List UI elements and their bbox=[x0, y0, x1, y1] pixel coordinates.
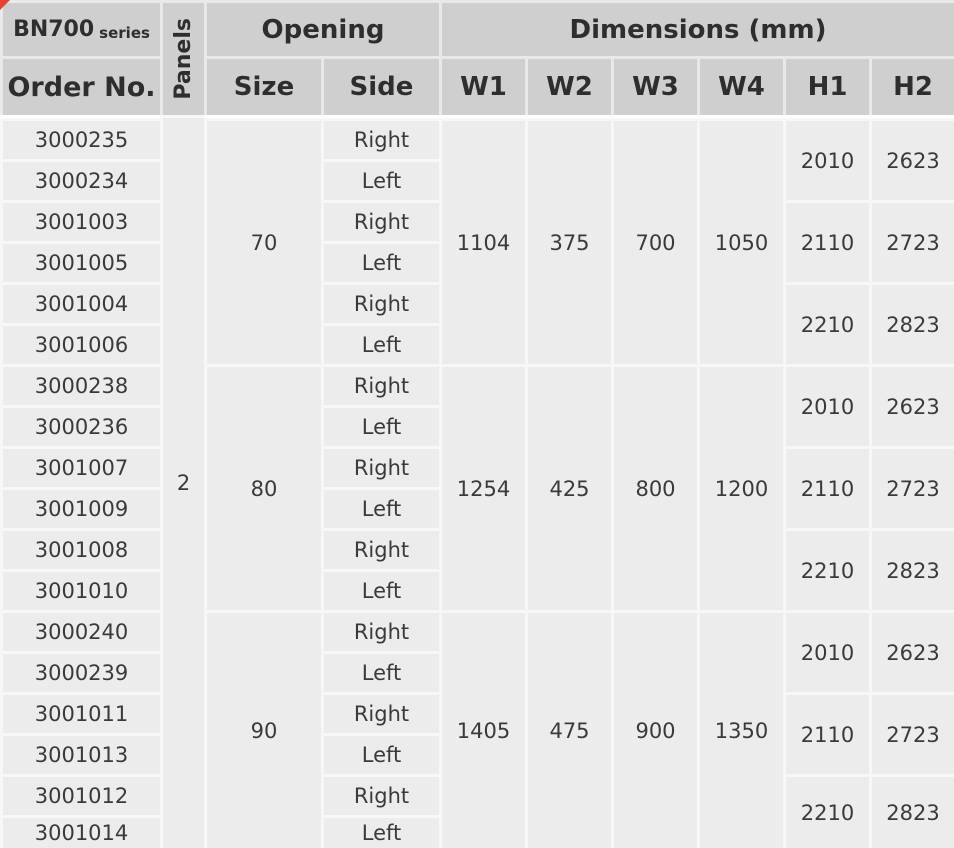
size-cell: 80 bbox=[204, 364, 321, 610]
w4-cell: 1050 bbox=[697, 118, 783, 364]
side-cell: Left bbox=[321, 733, 439, 774]
side-cell: Left bbox=[321, 651, 439, 692]
order-number-cell: 3001004 bbox=[0, 282, 160, 323]
order-number-cell: 3001003 bbox=[0, 200, 160, 241]
h1-cell: 2110 bbox=[783, 200, 869, 282]
order-number-cell: 3000238 bbox=[0, 364, 160, 405]
order-number-cell: 3000240 bbox=[0, 610, 160, 651]
w3-header: W3 bbox=[611, 56, 697, 115]
side-cell: Right bbox=[321, 774, 439, 815]
side-cell: Left bbox=[321, 405, 439, 446]
side-cell: Right bbox=[321, 446, 439, 487]
corner-accent-mark bbox=[0, 0, 10, 10]
order-number-cell: 3000234 bbox=[0, 159, 160, 200]
h1-cell: 2010 bbox=[783, 610, 869, 692]
opening-header: Opening bbox=[204, 0, 439, 56]
series-suffix: series bbox=[99, 23, 150, 42]
order-number-cell: 3001007 bbox=[0, 446, 160, 487]
dimensions-header: Dimensions (mm) bbox=[439, 0, 954, 56]
side-cell: Left bbox=[321, 569, 439, 610]
side-cell: Right bbox=[321, 610, 439, 651]
order-number-cell: 3001009 bbox=[0, 487, 160, 528]
order-number-cell: 3000236 bbox=[0, 405, 160, 446]
h2-cell: 2823 bbox=[869, 528, 954, 610]
w2-cell: 475 bbox=[525, 610, 611, 848]
h2-cell: 2723 bbox=[869, 692, 954, 774]
h1-cell: 2210 bbox=[783, 774, 869, 848]
h2-header: H2 bbox=[869, 56, 954, 115]
h1-cell: 2210 bbox=[783, 528, 869, 610]
side-cell: Right bbox=[321, 692, 439, 733]
h1-cell: 2210 bbox=[783, 282, 869, 364]
side-cell: Left bbox=[321, 159, 439, 200]
w4-cell: 1200 bbox=[697, 364, 783, 610]
size-cell: 70 bbox=[204, 118, 321, 364]
h2-cell: 2823 bbox=[869, 774, 954, 848]
w3-cell: 700 bbox=[611, 118, 697, 364]
panels-value-cell: 2 bbox=[160, 115, 204, 848]
w4-cell: 1350 bbox=[697, 610, 783, 848]
w1-header: W1 bbox=[439, 56, 525, 115]
size-cell: 90 bbox=[204, 610, 321, 848]
h2-cell: 2723 bbox=[869, 446, 954, 528]
order-number-cell: 3001014 bbox=[0, 815, 160, 848]
side-cell: Right bbox=[321, 118, 439, 159]
side-cell: Left bbox=[321, 487, 439, 528]
order-number-cell: 3001008 bbox=[0, 528, 160, 569]
side-header: Side bbox=[321, 56, 439, 115]
h1-cell: 2110 bbox=[783, 446, 869, 528]
side-cell: Right bbox=[321, 528, 439, 569]
w2-cell: 375 bbox=[525, 118, 611, 364]
series-name: BN700 bbox=[13, 17, 95, 42]
side-cell: Right bbox=[321, 200, 439, 241]
order-number-cell: 3000239 bbox=[0, 651, 160, 692]
w2-cell: 425 bbox=[525, 364, 611, 610]
series-label-cell bbox=[0, 0, 160, 56]
w1-cell: 1104 bbox=[439, 118, 525, 364]
order-number-cell: 3001010 bbox=[0, 569, 160, 610]
h2-cell: 2623 bbox=[869, 610, 954, 692]
w2-header: W2 bbox=[525, 56, 611, 115]
order-number-cell: 3001013 bbox=[0, 733, 160, 774]
side-cell: Left bbox=[321, 323, 439, 364]
side-cell: Right bbox=[321, 282, 439, 323]
order-no-header: Order No. bbox=[0, 56, 160, 115]
h1-header: H1 bbox=[783, 56, 869, 115]
side-cell: Left bbox=[321, 815, 439, 848]
h2-cell: 2623 bbox=[869, 364, 954, 446]
w3-cell: 900 bbox=[611, 610, 697, 848]
order-number-cell: 3001011 bbox=[0, 692, 160, 733]
w1-cell: 1254 bbox=[439, 364, 525, 610]
h2-cell: 2723 bbox=[869, 200, 954, 282]
h2-cell: 2823 bbox=[869, 282, 954, 364]
size-header: Size bbox=[204, 56, 321, 115]
side-cell: Right bbox=[321, 364, 439, 405]
w4-header: W4 bbox=[697, 56, 783, 115]
panels-header-label: Panels bbox=[171, 18, 196, 100]
order-number-cell: 3001005 bbox=[0, 241, 160, 282]
h1-cell: 2010 bbox=[783, 118, 869, 200]
w3-cell: 800 bbox=[611, 364, 697, 610]
side-cell: Left bbox=[321, 241, 439, 282]
w1-cell: 1405 bbox=[439, 610, 525, 848]
order-number-cell: 3001012 bbox=[0, 774, 160, 815]
order-number-cell: 3001006 bbox=[0, 323, 160, 364]
h2-cell: 2623 bbox=[869, 118, 954, 200]
panels-header bbox=[160, 0, 204, 115]
h1-cell: 2010 bbox=[783, 364, 869, 446]
h1-cell: 2110 bbox=[783, 692, 869, 774]
order-number-cell: 3000235 bbox=[0, 118, 160, 159]
